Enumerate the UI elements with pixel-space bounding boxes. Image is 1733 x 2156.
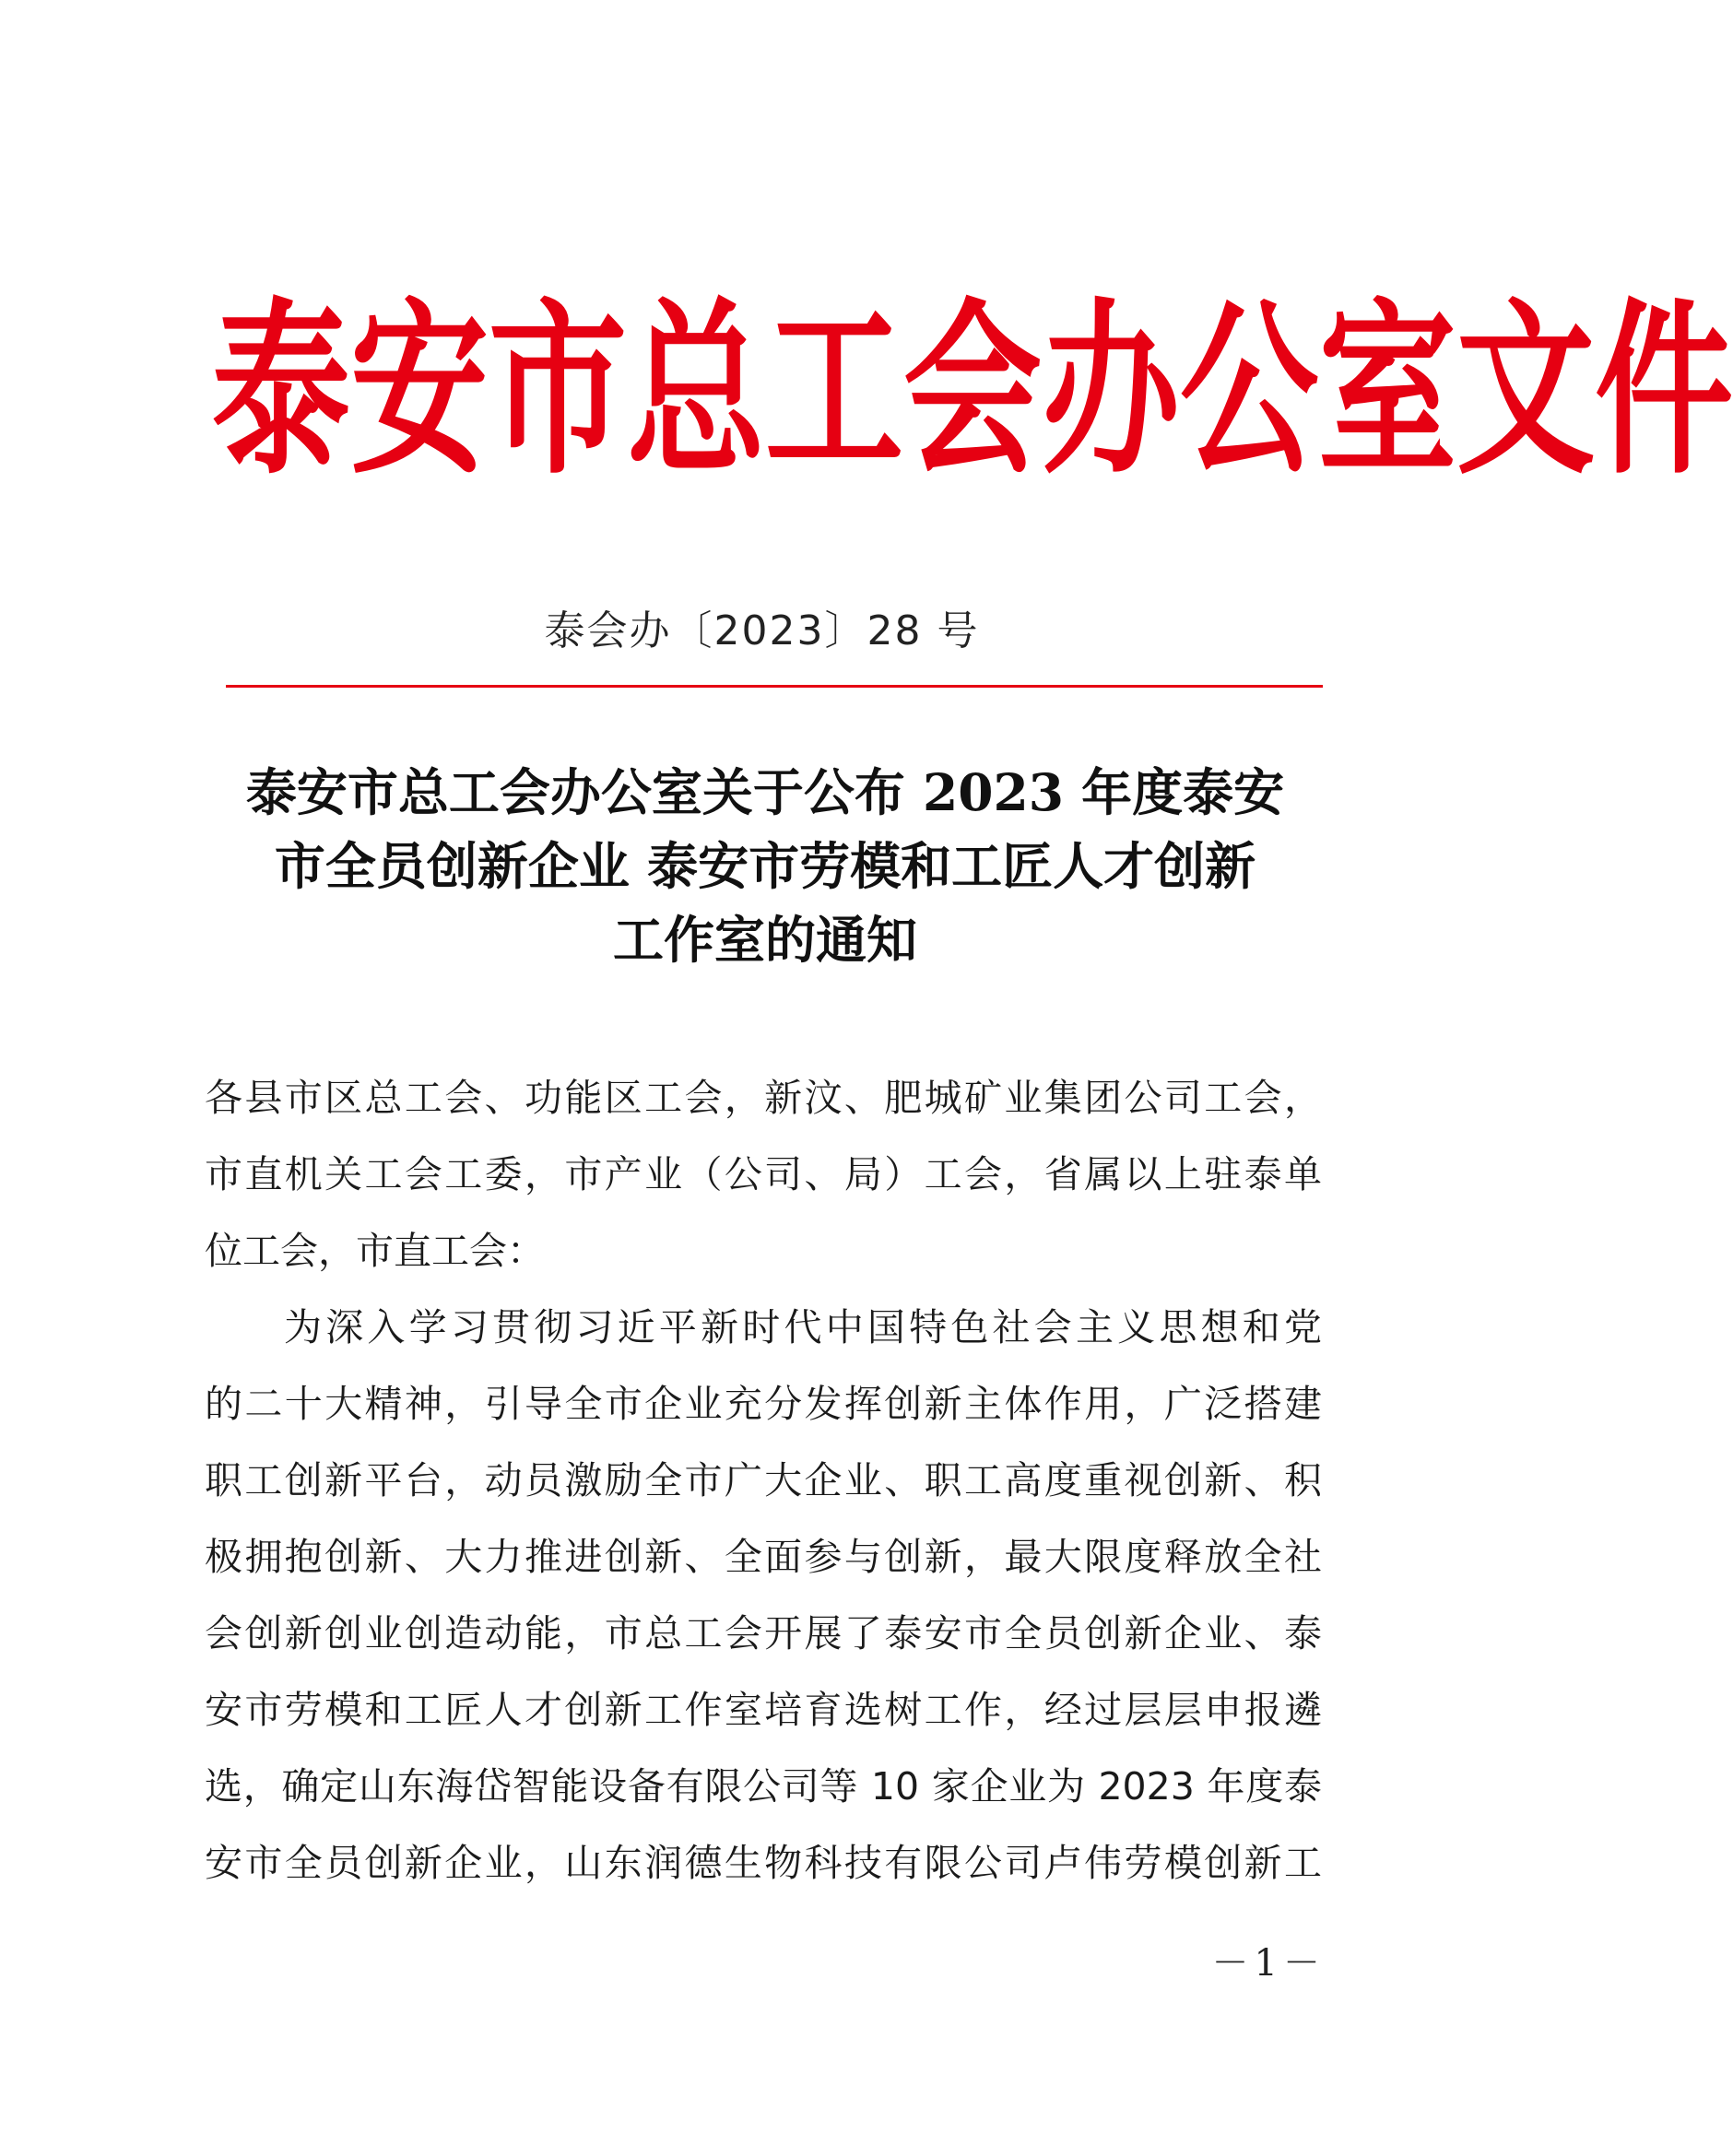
- masthead-char: 泰: [212, 283, 351, 501]
- masthead-char: 公: [1180, 283, 1319, 501]
- salutation-line: 位工会，市直工会：: [205, 1229, 545, 1273]
- masthead-char: 办: [1042, 283, 1181, 501]
- paragraph-line: 安市劳模和工匠人才创新工作室培育选树工作，经过层层申报遴: [205, 1688, 1322, 1732]
- title-line: 市全员创新企业 泰安市劳模和工匠人才创新: [274, 836, 1256, 896]
- paragraph-line: 极拥抱创新、大力推进创新、全面参与创新，最大限度释放全社: [205, 1535, 1322, 1579]
- paragraph-line: 的二十大精神，引导全市企业充分发挥创新主体作用，广泛搭建: [205, 1382, 1322, 1426]
- masthead-char: 室: [1318, 283, 1457, 501]
- masthead-char: 市: [489, 283, 628, 501]
- masthead-char: 总: [627, 283, 766, 501]
- title-line: 工作室的通知: [612, 910, 917, 970]
- red-masthead: [212, 277, 1733, 507]
- masthead-char: 件: [1595, 283, 1733, 501]
- paragraph-line: 职工创新平台，动员激励全市广大企业、职工高度重视创新、积: [205, 1458, 1322, 1502]
- document-number: 泰会办〔2023〕28 号: [544, 607, 980, 654]
- masthead-char: 会: [903, 283, 1043, 501]
- masthead-char: 文: [1456, 283, 1596, 501]
- title-line: 泰安市总工会办公室关于公布 2023 年度泰安: [245, 762, 1285, 822]
- paragraph-line: 为深入学习贯彻习近平新时代中国特色社会主义思想和党: [284, 1305, 1322, 1349]
- salutation-line: 各县市区总工会、功能区工会，新汶、肥城矿业集团公司工会，: [205, 1076, 1322, 1120]
- paragraph-line: 安市全员创新企业，山东润德生物科技有限公司卢伟劳模创新工: [205, 1841, 1322, 1885]
- masthead-char: 工: [765, 283, 904, 501]
- page-number: －1－: [1211, 1942, 1326, 1985]
- document-body: [205, 1060, 1322, 1902]
- salutation-line: 市直机关工会工委，市产业（公司、局）工会，省属以上驻泰单: [205, 1152, 1322, 1196]
- paragraph-line: 选，确定山东海岱智能设备有限公司等 10 家企业为 2023 年度泰: [205, 1764, 1322, 1808]
- masthead-char: 安: [350, 283, 489, 501]
- red-divider-line: [226, 685, 1323, 688]
- document-title: [203, 756, 1327, 977]
- paragraph-line: 会创新创业创造动能，市总工会开展了泰安市全员创新企业、泰: [205, 1611, 1322, 1655]
